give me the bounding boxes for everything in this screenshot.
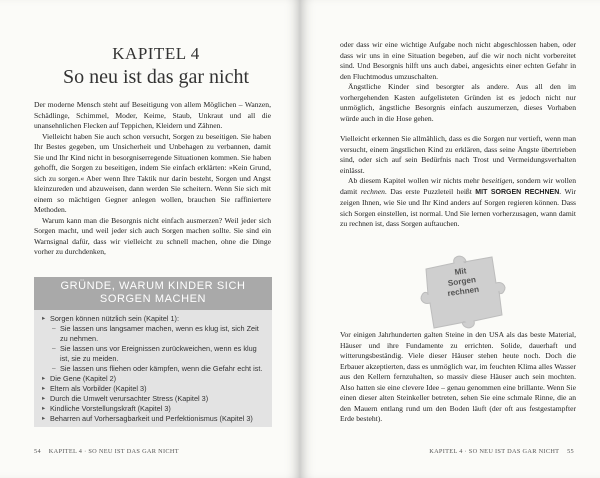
right-page <box>300 0 600 478</box>
text-run: . Wir zeigen Ihnen, wie Sie und Ihr Kind anders auf Sorgen regieren können. Dass sich Sorgen einstellen, ist normal. Und Sie lernen vorherzusagen, wann damit zu rechnen ist, dass Sorgen auftauchen. <box>340 186 576 228</box>
left-body-text <box>34 100 271 258</box>
page-number: 54 <box>34 448 41 455</box>
paragraph: Ängstliche Kinder sind besorgter als andere. Aus all den im vorhergehenden Kasten aufgelisteten Gründen ist es jedoch nicht nur unmöglich, ängstliche Besorgnis einfach auszumerzen, dieses Vorhaben würde auch in die Hose gehen. <box>340 82 576 123</box>
list-item: ▸ Kindliche Vorstellungskraft (Kapitel 3) <box>42 404 268 414</box>
text-run: , sondern wir wollen damit <box>340 176 576 196</box>
text-run: Ab diesem Kapitel wollen wir nichts mehr <box>348 176 482 185</box>
list-item: ▸ Die Gene (Kapitel 2) <box>42 374 268 384</box>
list-subitem: – Sie lassen uns langsamer machen, wenn es klug ist, sich Zeit zu nehmen. <box>42 324 268 344</box>
right-footer <box>429 448 574 455</box>
emphasis: beseitigen <box>481 176 513 185</box>
puzzle-label-line: rechnen <box>446 285 480 299</box>
list-subitem: – Sie lassen uns fliehen oder kämpfen, wenn die Gefahr echt ist. <box>42 364 268 374</box>
paragraph <box>340 176 576 230</box>
paragraph: Vielleicht erkennen Sie allmählich, dass es die Sorgen nur vertieft, wenn man versucht, einem ängstlichen Kind zu erklären, dass seine Ängste übertrieben sind, oder sich auf sein Bedürfnis nach Trost und Vermeidungsverhalten einlässt. <box>340 134 576 175</box>
right-body-text-top <box>340 40 576 230</box>
strong-term: MIT SORGEN RECHNEN <box>475 188 560 196</box>
list-item: ▸ Eltern als Vorbilder (Kapitel 3) <box>42 384 268 394</box>
left-footer <box>34 448 179 455</box>
list-item: ▸ Beharren auf Vorhersagbarkeit und Perfektionismus (Kapitel 3) <box>42 414 268 424</box>
puzzle-label-line: Mit <box>454 266 467 277</box>
emphasis: rechnen <box>360 186 385 196</box>
right-body-text-bottom <box>340 330 576 425</box>
info-box-title-line: SORGEN MACHEN <box>99 293 207 305</box>
reasons-list <box>34 314 272 424</box>
chapter-label: KAPITEL 4 <box>112 44 200 63</box>
list-subitem: – Sie lassen uns vor Ereignissen zurückweichen, wenn es klug ist, sie zu meiden. <box>42 344 268 364</box>
puzzle-label-line: Sorgen <box>447 275 477 289</box>
paragraph: Vielleicht haben Sie auch schon versucht, Sorgen zu beseitigen. Sie haben Ihr Bestes gegeben, um Unsicherheit und Unbehagen zu verbannen, damit Sie und Ihr Kind nicht in besorgniserregende Situationen kommen. Sie haben gehofft, die Sorgen zu beseitigen, indem Sie einfach erklärten: »Kein Grund, sich zu sorgen.« Aber wenn Ihre Taktik nur darin besteht, Sorgen und Angst kleinzureden und abzuweisen, dann werden Sie scheitern. Wenn Sie sich mit einem so mächtigen Gegner anlegen wollen, brauchen Sie raffiniertere Methoden. <box>34 131 271 214</box>
running-footer: KAPITEL 4 · SO NEU IST DAS GAR NICHT <box>429 448 560 455</box>
page-number: 55 <box>567 448 574 455</box>
text-run: . Das erste Puzzleteil heißt <box>384 186 476 196</box>
paragraph: Der moderne Mensch steht auf Beseitigung von allem Möglichen – Wanzen, Schädlinge, Schimmel, Moder, Keime, Staub, Unkraut und all die unansehnlichen Flecken auf Teppichen, Kleidern und Zähnen. <box>34 100 271 130</box>
info-box-title-line: GRÜNDE, WARUM KINDER SICH <box>60 280 246 292</box>
paragraph: Warum kann man die Besorgnis nicht einfach ausmerzen? Weil jeder sich Sorgen macht, und weil jeder sich auch Sorgen machen sollte. Sie sind ein Warnsignal dafür, dass wir vielleicht zu schnell machen, ohne die Dinge vorher zu durchdenken, <box>34 215 271 256</box>
info-box <box>34 277 272 427</box>
paragraph: oder dass wir eine wichtige Aufgabe noch nicht abgeschlossen haben, oder dass wir uns in eine Situation begeben, auf die wir noch nicht vorbereitet sind. Und Besorgnis hilft uns auch dabei, angesichts einer echten Gefahr in den Fluchtmodus umzuschalten. <box>340 40 576 81</box>
list-item: ▸ Sorgen können nützlich sein (Kapitel 1): <box>42 314 268 324</box>
running-footer: KAPITEL 4 · SO NEU IST DAS GAR NICHT <box>48 448 179 455</box>
paragraph: Vor einigen Jahrhunderten galten Steine in den USA als das beste Material, Häuser und ihre Fundamente zu errichten. Solide, dauerhaft und witterungsbeständig. Viele dieser Häuser stehen heute noch. Doch die Erbauer akzeptierten, dass es unmöglich war, im feuchten Klima alles Wasser aus den Kellern fernzuhalten, so massiv diese Häuser auch sein mochten. Also hatten sie eine clevere Idee – genau genommen eine brillante. Wenn Sie einen dieser alten Steinkeller betreten, sehen Sie eine schmale Rinne, die an den Mauern entlang rund um den Boden läuft (der oft aus festgestampfter Erde besteht). <box>340 330 576 423</box>
list-item: ▸ Durch die Umwelt verursachter Stress (Kapitel 3) <box>42 394 268 404</box>
chapter-title: So neu ist das gar nicht <box>62 66 250 88</box>
info-box-title <box>34 277 272 310</box>
